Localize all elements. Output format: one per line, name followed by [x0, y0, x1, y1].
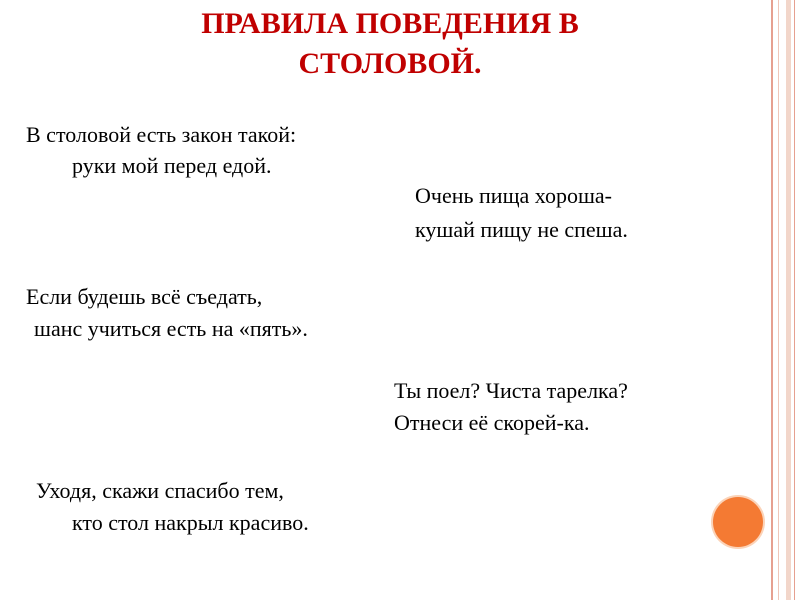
decorative-line — [794, 0, 795, 600]
slide-title — [40, 4, 740, 84]
decorative-line — [778, 0, 779, 600]
verse-line: шанс учиться есть на «пять». — [34, 316, 308, 341]
verse-line: В столовой есть закон такой: — [26, 122, 297, 147]
verse-line: Уходя, скажи спасибо тем, — [36, 478, 284, 503]
verse-line: руки мой перед едой. — [72, 153, 272, 178]
slide-title-line-1: ПРАВИЛА ПОВЕДЕНИЯ В — [201, 7, 579, 40]
verse-line: кто стол накрыл красиво. — [72, 510, 309, 535]
verse-line: кушай пищу не спеша. — [415, 217, 628, 242]
verse-line: Очень пища хороша- — [415, 183, 612, 208]
decorative-line — [771, 0, 773, 600]
verse-line: Отнеси её скорей-ка. — [394, 410, 590, 435]
slide-title-line-2: СТОЛОВОЙ. — [298, 47, 482, 80]
verse-line: Ты поел? Чиста тарелка? — [394, 378, 628, 403]
orange-circle-decoration — [713, 497, 763, 547]
verse-line: Если будешь всё съедать, — [26, 284, 263, 309]
decorative-line — [786, 0, 791, 600]
